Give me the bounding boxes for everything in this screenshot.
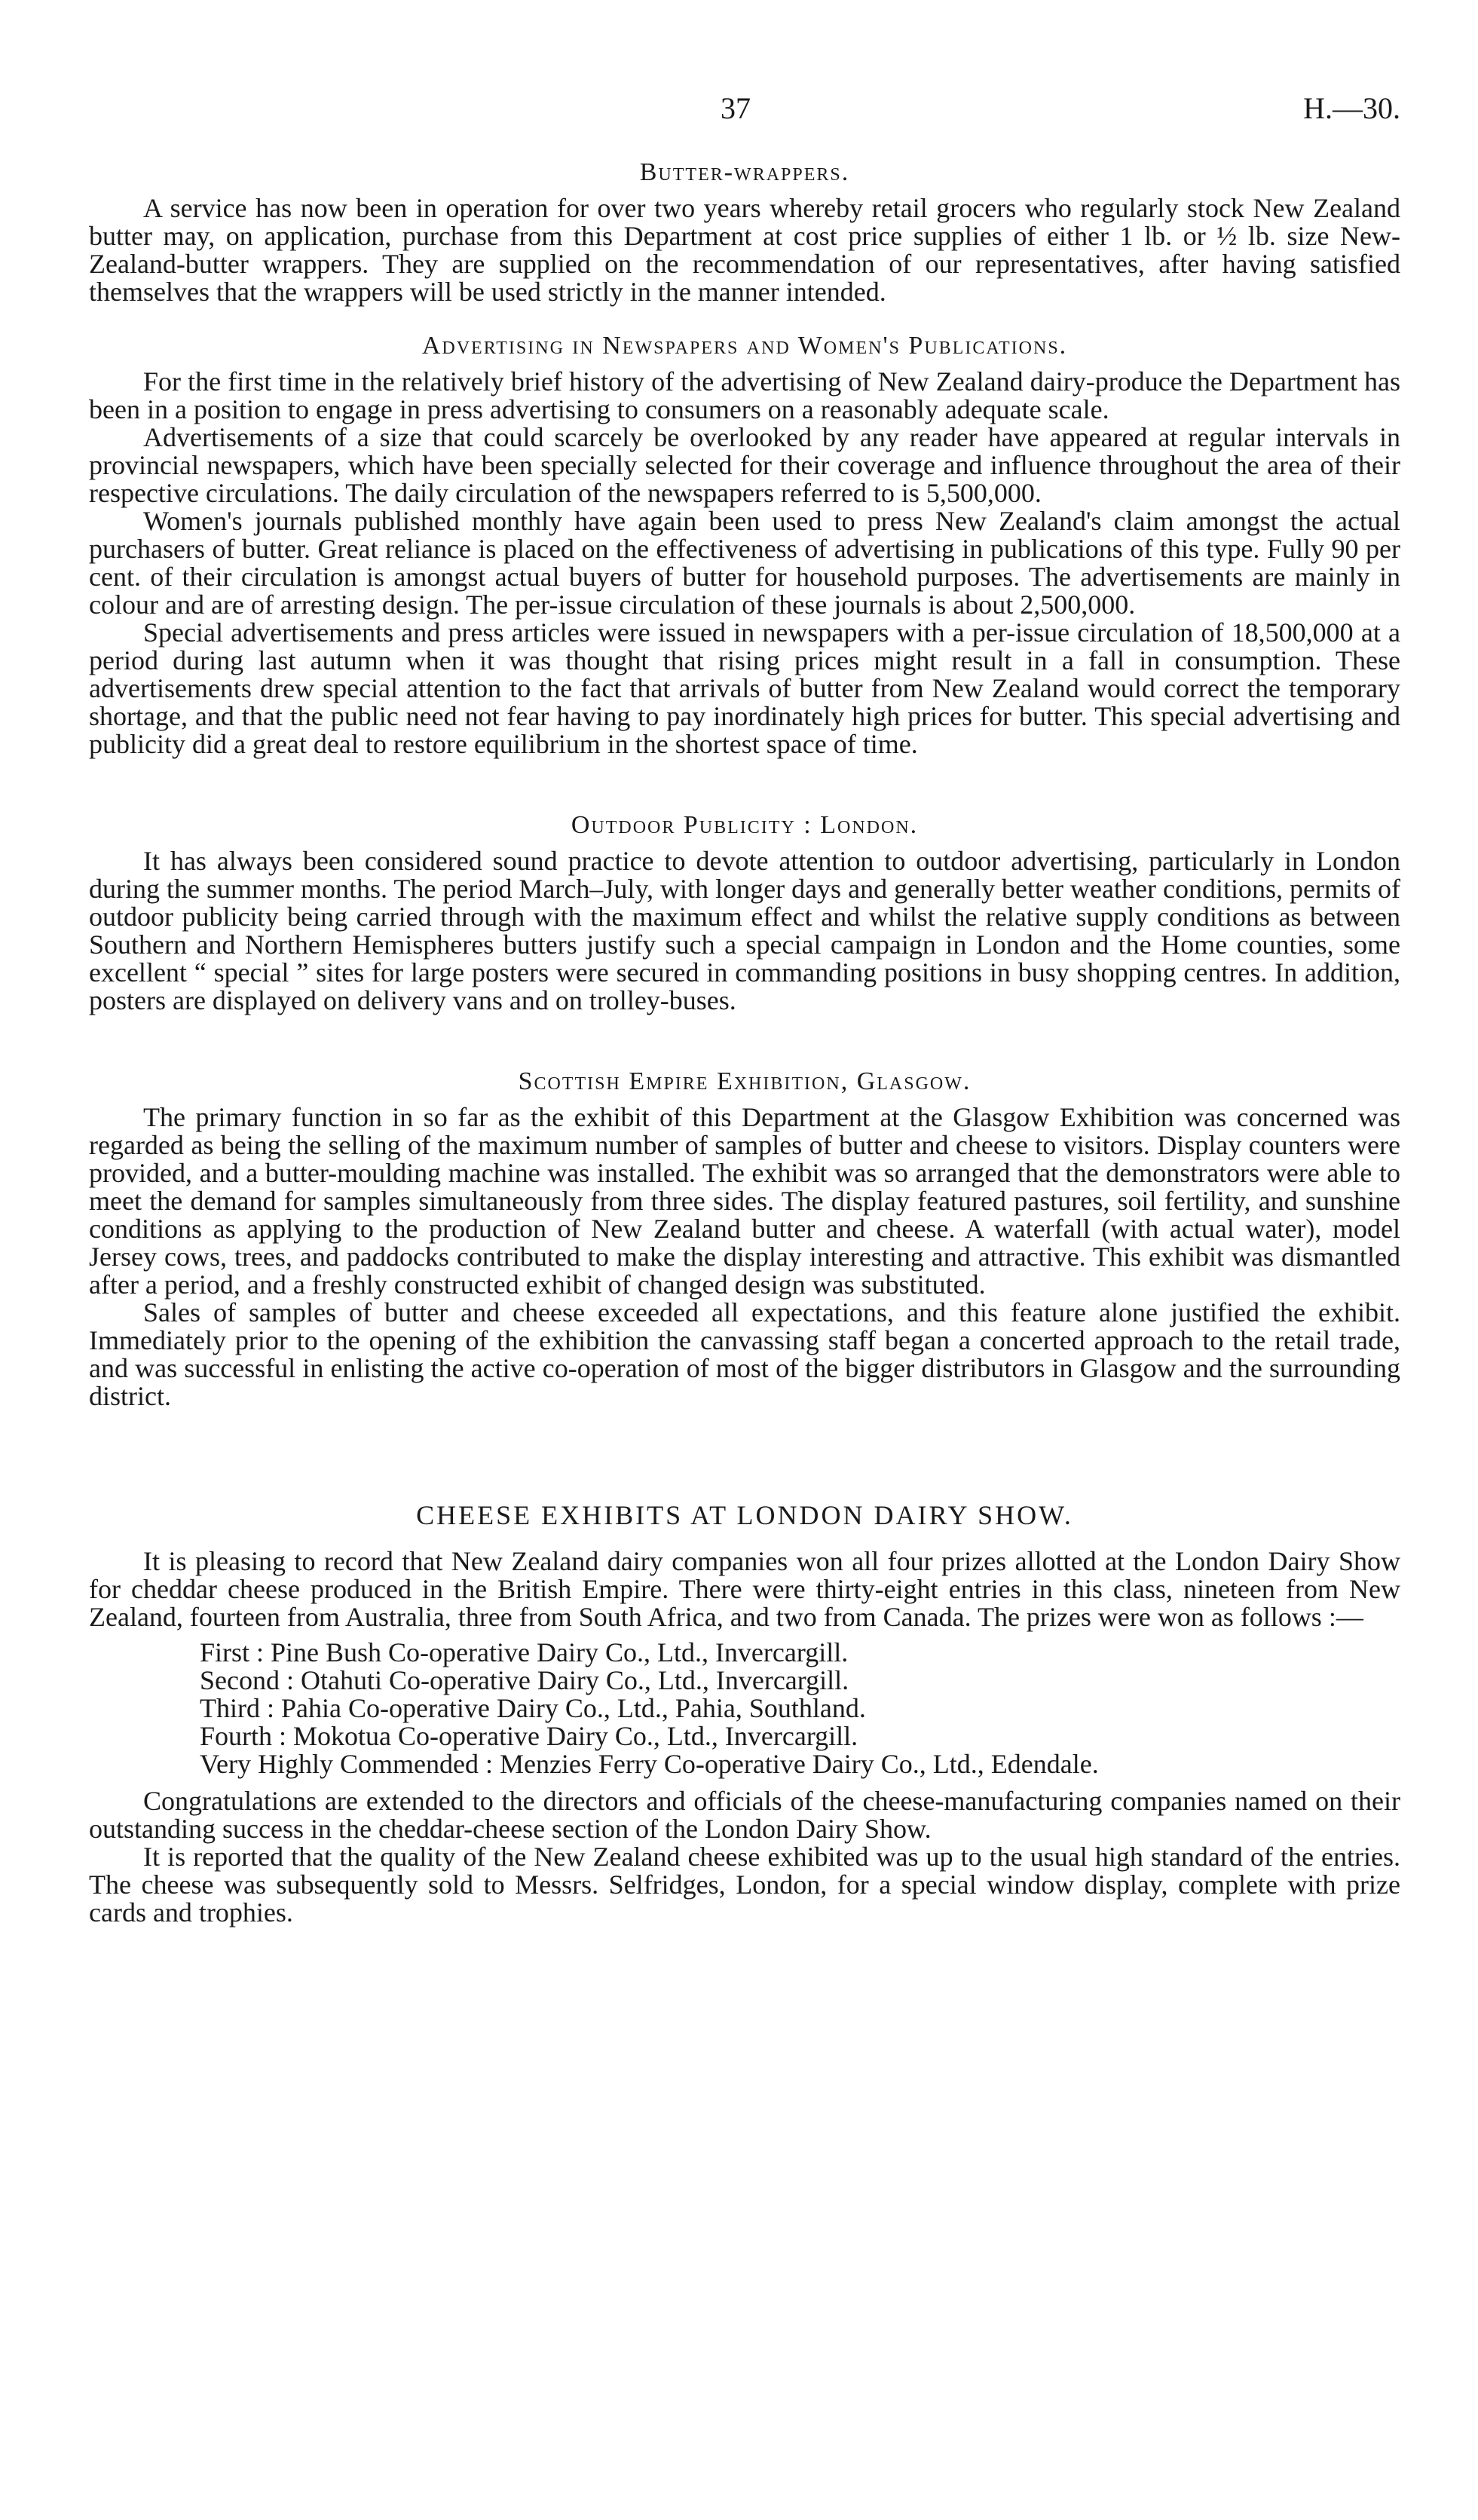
- prize-item: Fourth : Mokotua Co-operative Dairy Co., Ltd., Invercargill.: [200, 1721, 858, 1751]
- section-heading: Scottish Empire Exhibition, Glasgow.: [518, 1067, 972, 1095]
- prize-item: Second : Otahuti Co-operative Dairy Co., Ltd., Invercargill.: [200, 1665, 849, 1695]
- paragraph: Women's journals published monthly have again been used to press New Zealand's claim amongst the actual purchasers of butter. Great reliance is placed on the effectiveness of advertising in publications of this type. Fully 90 per cent. of their circulation is amongst actual buyers of butter for household purposes. The advertisements are mainly in colour and are of arresting design. The per-issue circulation of these journals is about 2,500,000.: [89, 506, 1400, 620]
- section-heading: Butter-wrappers.: [639, 158, 850, 186]
- section-scottish-exhibition: [89, 1067, 1400, 1410]
- paragraph: For the first time in the relatively brief history of the advertising of New Zealand dairy-produce the Department has been in a position to engage in press advertising to consumers on a reasonably adequate scale.: [89, 366, 1400, 424]
- paragraph: It is pleasing to record that New Zealand dairy companies won all four prizes allotted at the London Dairy Show for cheddar cheese produced in the British Empire. There were thirty-eight entries in this class, nineteen from New Zealand, fourteen from Australia, three from South Africa, and two from Canada. The prizes were won as follows :—: [89, 1546, 1400, 1632]
- prize-item: Very Highly Commended : Menzies Ferry Co-operative Dairy Co., Ltd., Edendale.: [200, 1749, 1099, 1779]
- section-heading: Advertising in Newspapers and Women's Publications.: [421, 332, 1068, 360]
- document-reference: H.—30.: [1303, 91, 1400, 125]
- prize-item: Third : Pahia Co-operative Dairy Co., Ltd., Pahia, Southland.: [200, 1693, 866, 1723]
- section-butter-wrappers: [89, 158, 1400, 306]
- paragraph: It has always been considered sound practice to devote attention to outdoor advertising, particularly in London during the summer months. The period March–July, with longer days and generally better weather conditions, permits of outdoor publicity being carried through with the maximum effect and whilst the relative supply conditions as between Southern and Northern Hemispheres butters justify such a special campaign in London and the Home counties, some excellent “ special ” sites for large posters were secured in commanding positions in busy shopping centres. In addition, posters are displayed on delivery vans and on trolley-buses.: [89, 846, 1400, 1015]
- section-heading: CHEESE EXHIBITS AT LONDON DAIRY SHOW.: [416, 1500, 1073, 1530]
- paragraph: The primary function in so far as the exhibit of this Department at the Glasgow Exhibition was concerned was regarded as being the selling of the maximum number of samples of butter and cheese to visitors. Display counters were provided, and a butter-moulding machine was installed. The exhibit was so arranged that the demonstrators were able to meet the demand for samples simultaneously from three sides. The display featured pastures, soil fertility, and sunshine conditions as applying to the production of New Zealand butter and cheese. A waterfall (with actual water), model Jersey cows, trees, and paddocks contributed to make the display interesting and attractive. This exhibit was dismantled after a period, and a freshly constructed exhibit of changed design was substituted.: [89, 1102, 1400, 1300]
- page-header: [89, 90, 1400, 136]
- prize-item: First : Pine Bush Co-operative Dairy Co., Ltd., Invercargill.: [200, 1637, 849, 1667]
- paragraph: Congratulations are extended to the directors and officials of the cheese-manufacturing companies named on their outstanding success in the cheddar-cheese section of the London Dairy Show.: [89, 1786, 1400, 1844]
- paragraph: Advertisements of a size that could scarcely be overlooked by any reader have appeared at regular intervals in provincial newspapers, which have been specially selected for their coverage and influence throughout the area of their respective circulations. The daily circulation of the newspapers referred to is 5,500,000.: [89, 422, 1400, 508]
- prize-list: [200, 1639, 1400, 1778]
- section-outdoor-publicity: [89, 811, 1400, 1015]
- paragraph: Special advertisements and press articles were issued in newspapers with a per-issue circulation of 18,500,000 at a period during last autumn when it was thought that rising prices might result in a fall in consumption. These advertisements drew special attention to the fact that arrivals of butter from New Zealand would correct the temporary shortage, and that the public need not fear having to pay inordinately high prices for butter. This special advertising and publicity did a great deal to restore equilibrium in the shortest space of time.: [89, 617, 1400, 759]
- section-advertising: [89, 332, 1400, 758]
- paragraph: It is reported that the quality of the New Zealand cheese exhibited was up to the usual high standard of the entries. The cheese was subsequently sold to Messrs. Selfridges, London, for a special window display, complete with prize cards and trophies.: [89, 1842, 1400, 1928]
- paragraph: A service has now been in operation for over two years whereby retail grocers who regularly stock New Zealand butter may, on application, purchase from this Department at cost price supplies of either 1 lb. or ½ lb. size New-Zealand-butter wrappers. They are supplied on the recommendation of our representatives, after having satisfied themselves that the wrappers will be used strictly in the manner intended.: [89, 193, 1400, 307]
- page-content: [89, 158, 1400, 1927]
- paragraph: Sales of samples of butter and cheese exceeded all expectations, and this feature alone justified the exhibit. Immediately prior to the opening of the exhibition the canvassing staff began a concerted approach to the retail trade, and was successful in enlisting the active co-operation of most of the bigger distributors in Glasgow and the surrounding district.: [89, 1297, 1400, 1411]
- section-cheese-exhibits: [89, 1499, 1400, 1927]
- page-number: 37: [721, 91, 751, 125]
- section-heading: Outdoor Publicity : London.: [571, 811, 919, 839]
